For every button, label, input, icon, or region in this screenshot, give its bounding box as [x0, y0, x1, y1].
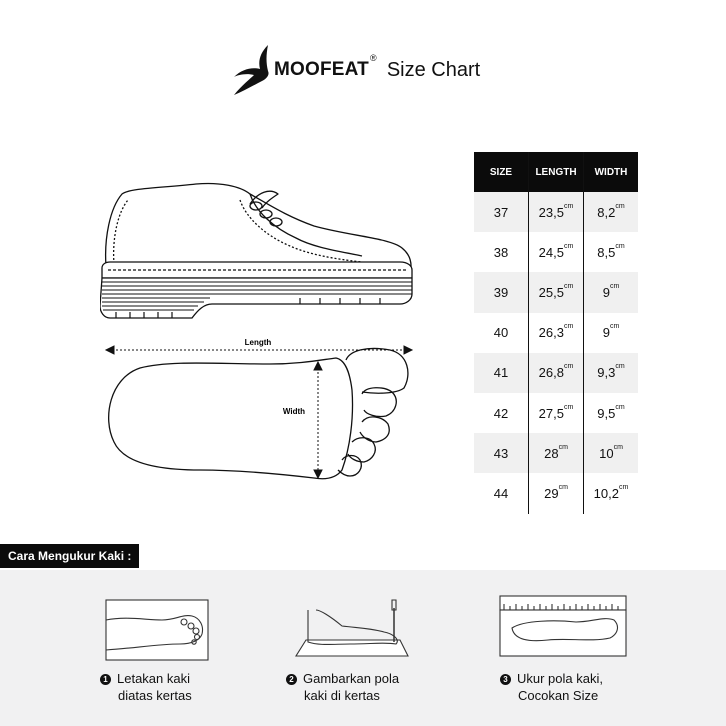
swallow-logo-icon — [232, 43, 272, 97]
step-3-caption: 3 Ukur pola kaki, Cocokan Size — [500, 670, 603, 704]
size-cell: 41 — [474, 353, 529, 393]
step-1-caption: 1 Letakan kaki diatas kertas — [100, 670, 192, 704]
how-to-panel — [0, 570, 726, 726]
size-cell: 44 — [474, 473, 529, 513]
width-cell: $9^{cm}$ — [584, 272, 639, 312]
column-header-length: LENGTH — [529, 152, 584, 192]
size-cell: 40 — [474, 313, 529, 353]
width-cell: $8,2^{cm}$ — [584, 192, 639, 232]
brand-name: MOOFEAT® — [274, 53, 377, 80]
size-cell: 39 — [474, 272, 529, 312]
length-cell: $26,8^{cm}$ — [529, 353, 584, 393]
step-1-number: 1 — [100, 674, 111, 685]
shoe-icon — [100, 183, 412, 318]
table-row — [474, 192, 638, 232]
table-row — [474, 313, 638, 353]
ruler-measure-icon — [496, 570, 632, 666]
length-label: Length — [244, 338, 272, 347]
size-table — [474, 152, 638, 514]
foot-on-paper-icon — [96, 570, 216, 666]
length-cell: $29^{cm}$ — [529, 473, 584, 513]
length-cell: $27,5^{cm}$ — [529, 393, 584, 433]
column-header-size: SIZE — [474, 152, 529, 192]
width-cell: $9,5^{cm}$ — [584, 393, 639, 433]
foot-tracing-icon — [290, 570, 420, 666]
step-2-number: 2 — [286, 674, 297, 685]
size-cell: 38 — [474, 232, 529, 272]
step-3-number: 3 — [500, 674, 511, 685]
length-cell: $26,3^{cm}$ — [529, 313, 584, 353]
table-row — [474, 433, 638, 473]
length-cell: $28^{cm}$ — [529, 433, 584, 473]
page-title: Size Chart — [386, 58, 481, 81]
table-row — [474, 473, 638, 513]
width-cell: $10^{cm}$ — [584, 433, 639, 473]
width-arrow — [314, 362, 322, 478]
column-header-width: WIDTH — [584, 152, 639, 192]
size-table-body — [474, 192, 638, 514]
length-cell: $25,5^{cm}$ — [529, 272, 584, 312]
header — [232, 40, 480, 100]
size-cell: 37 — [474, 192, 529, 232]
width-cell: $8,5^{cm}$ — [584, 232, 639, 272]
length-cell: $24,5^{cm}$ — [529, 232, 584, 272]
table-row — [474, 393, 638, 433]
step-2-caption: 2 Gambarkan pola kaki di kertas — [286, 670, 399, 704]
width-cell: $9^{cm}$ — [584, 313, 639, 353]
length-arrow — [106, 346, 412, 354]
table-row — [474, 272, 638, 312]
width-cell: $10,2^{cm}$ — [584, 473, 639, 513]
how-to-title: Cara Mengukur Kaki : — [0, 544, 139, 568]
width-label: Width — [282, 407, 306, 416]
table-row — [474, 232, 638, 272]
foot-outline-icon — [109, 348, 408, 478]
size-cell: 43 — [474, 433, 529, 473]
table-row — [474, 353, 638, 393]
table-header-row — [474, 152, 638, 192]
shoe-illustration — [100, 178, 420, 488]
width-cell: $9,3^{cm}$ — [584, 353, 639, 393]
length-cell: $23,5^{cm}$ — [529, 192, 584, 232]
size-cell: 42 — [474, 393, 529, 433]
